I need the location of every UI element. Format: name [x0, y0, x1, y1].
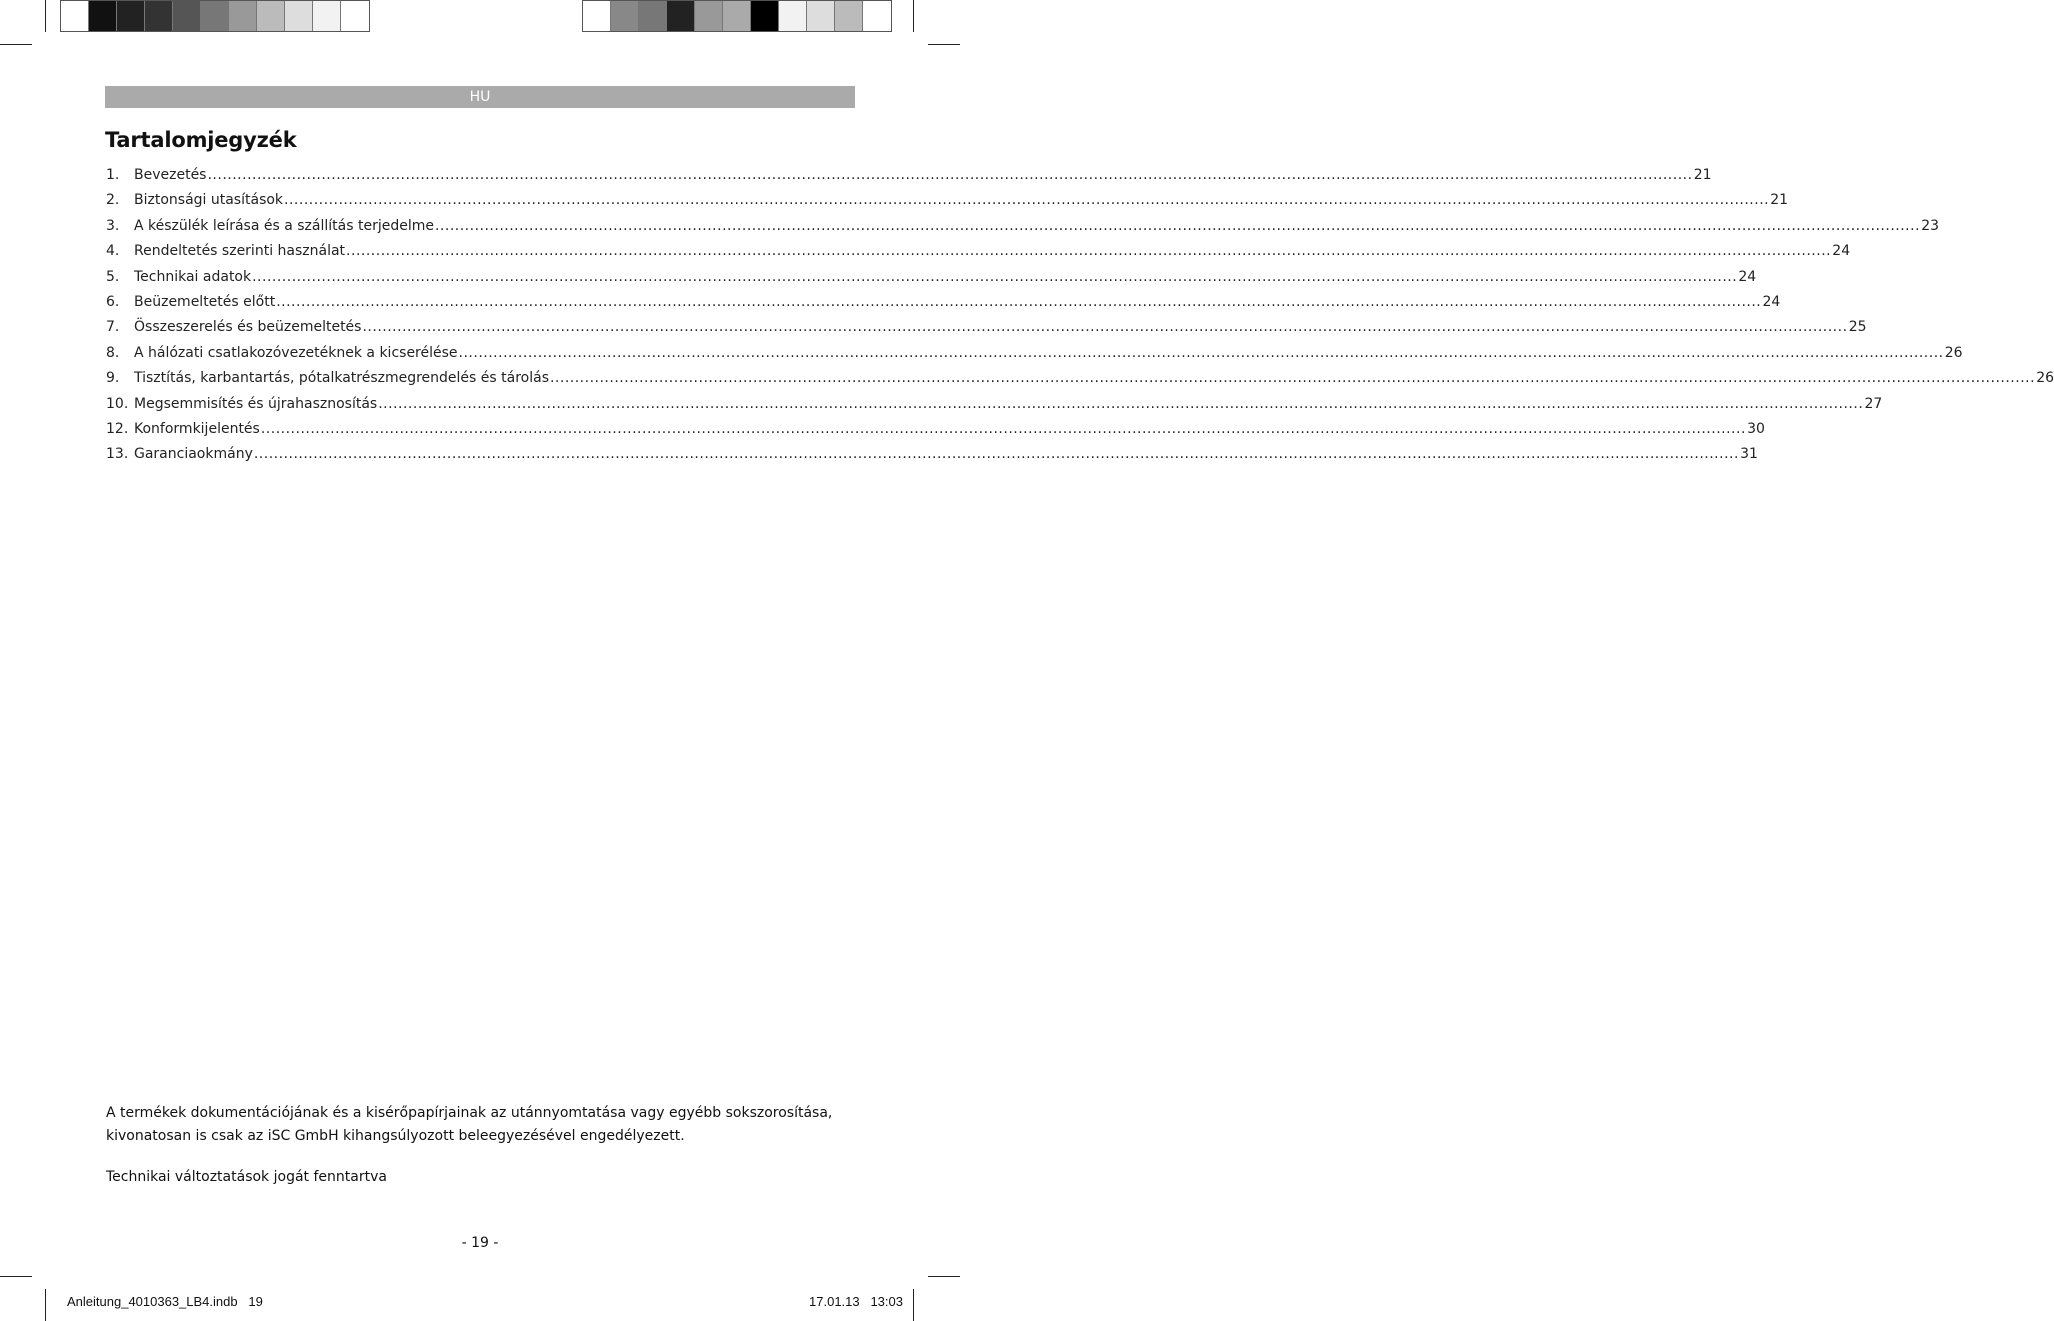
toc-entry-number: 1. [106, 167, 120, 183]
toc-entry-title: Technikai adatok [134, 268, 252, 285]
toc-entry-title: Konformkijelentés [134, 420, 260, 437]
color-swatch [257, 1, 285, 31]
table-of-contents [106, 165, 2054, 470]
toc-entry-number: 4. [106, 243, 120, 260]
toc-entry [106, 368, 2054, 393]
toc-entry-page: 31 [1740, 446, 1758, 463]
crop-mark-bottom-left-v [45, 1289, 46, 1321]
toc-dot-leader: ............................................................................................................................................................................................................................................................................................................ [284, 192, 1770, 209]
color-registration-bar-right [582, 0, 892, 32]
copyright-notice-line-1: A termékek dokumentációjának és a kisérőpapírjainak az utánnyomtatása vagy egyébb sokszorosítása, [106, 1105, 833, 1121]
color-swatch [89, 1, 117, 31]
toc-dot-leader: ............................................................................................................................................................................................................................................................................................................ [276, 293, 1762, 310]
toc-entry-number: 10. [106, 395, 129, 412]
toc-dot-leader: ............................................................................................................................................................................................................................................................................................................ [207, 167, 1693, 183]
toc-entry-page: 21 [1693, 167, 1712, 183]
toc-dot-leader: ............................................................................................................................................................................................................................................................................................................ [434, 217, 1921, 234]
toc-dot-leader: ............................................................................................................................................................................................................................................................................................................ [362, 319, 1848, 336]
toc-entry [106, 444, 1758, 469]
toc-entry-number: 12. [106, 420, 129, 437]
toc-entry-page: 26 [1944, 344, 1963, 361]
color-swatch [201, 1, 229, 31]
color-swatch [807, 1, 835, 31]
page-number: - 19 - [461, 1235, 499, 1251]
technical-changes-note: Technikai változtatások jogát fenntartva [106, 1169, 387, 1185]
toc-entry [106, 343, 1963, 368]
toc-entry-title: Bevezetés [134, 167, 207, 183]
color-swatch [835, 1, 863, 31]
color-swatch [695, 1, 723, 31]
toc-entry-number: 5. [106, 268, 120, 285]
toc-dot-leader: ............................................................................................................................................................................................................................................................................................................ [458, 344, 1944, 361]
toc-entry [106, 317, 1867, 342]
toc-entry-title: Garanciaokmány [134, 446, 253, 463]
toc-dot-leader: ............................................................................................................................................................................................................................................................................................................ [253, 446, 1739, 463]
toc-entry [106, 419, 1765, 444]
color-swatch [285, 1, 313, 31]
toc-entry-number: 3. [106, 217, 120, 234]
crop-mark-top-right-v [913, 0, 914, 32]
toc-entry-page: 24 [1762, 293, 1781, 310]
toc-entry-number: 6. [106, 293, 120, 310]
copyright-notice-line-2: kivonatosan is csak az iSC GmbH kihangsúlyozott beleegyezésével engedélyezett. [106, 1128, 685, 1144]
toc-entry-number: 7. [106, 319, 120, 336]
toc-entry-title: A hálózati csatlakozóvezetéknek a kicserélése [134, 344, 458, 361]
color-swatch [173, 1, 201, 31]
toc-entry [106, 216, 1940, 241]
toc-entry-number: 8. [106, 344, 120, 361]
toc-entry-page: 26 [2036, 370, 2054, 387]
color-swatch [611, 1, 639, 31]
toc-entry-page: 21 [1770, 192, 1789, 209]
language-header-bar [105, 86, 855, 108]
toc-entry-title: Beüzemeltetés előtt [134, 293, 276, 310]
color-swatch [667, 1, 695, 31]
toc-entry [106, 190, 1789, 215]
color-swatch [863, 1, 891, 31]
color-swatch [583, 1, 611, 31]
toc-entry [106, 267, 1757, 292]
toc-entry-title: Megsemmisítés és újrahasznosítás [134, 395, 378, 412]
toc-entry [106, 292, 1781, 317]
color-swatch [117, 1, 145, 31]
toc-dot-leader: ............................................................................................................................................................................................................................................................................................................ [346, 243, 1832, 260]
color-registration-bar-left [60, 0, 370, 32]
crop-mark-top-left-v [45, 0, 46, 32]
toc-entry-page: 30 [1747, 420, 1765, 437]
toc-entry-number: 2. [106, 192, 120, 209]
copyright-notice [106, 1102, 866, 1148]
color-swatch [639, 1, 667, 31]
crop-mark-top-right [928, 44, 960, 45]
toc-entry [106, 394, 1883, 419]
toc-title: Tartalomjegyzék [105, 128, 297, 152]
color-swatch [779, 1, 807, 31]
print-datetime: 17.01.13 13:03 [809, 1294, 903, 1309]
toc-entry-page: 25 [1848, 319, 1867, 336]
toc-entry-page: 23 [1921, 217, 1940, 234]
language-tag: HU [469, 89, 491, 105]
toc-entry-title: Tisztítás, karbantartás, pótalkatrészmegrendelés és tárolás [134, 370, 549, 387]
color-swatch [229, 1, 257, 31]
toc-dot-leader: ............................................................................................................................................................................................................................................................................................................ [260, 420, 1746, 437]
toc-entry-title: A készülék leírása és a szállítás terjedelme [134, 217, 434, 234]
toc-entry [106, 241, 1851, 266]
toc-dot-leader: ............................................................................................................................................................................................................................................................................................................ [252, 268, 1738, 285]
color-swatch [61, 1, 89, 31]
crop-mark-bottom-right [928, 1276, 960, 1277]
crop-mark-top-left [0, 44, 32, 45]
toc-entry-page: 24 [1738, 268, 1757, 285]
color-swatch [341, 1, 369, 31]
crop-mark-bottom-right-v [913, 1289, 914, 1321]
toc-entry-number: 13. [106, 446, 129, 463]
print-file-info: Anleitung_4010363_LB4.indb 19 [67, 1294, 263, 1309]
toc-entry-title: Összeszerelés és beüzemeltetés [134, 319, 362, 336]
toc-entry-number: 9. [106, 370, 120, 387]
crop-mark-bottom-left [0, 1276, 32, 1277]
toc-entry-title: Rendeltetés szerinti használat [134, 243, 346, 260]
toc-entry-page: 24 [1832, 243, 1851, 260]
color-swatch [145, 1, 173, 31]
color-swatch [723, 1, 751, 31]
toc-entry-title: Biztonsági utasítások [134, 192, 284, 209]
toc-dot-leader: ............................................................................................................................................................................................................................................................................................................ [549, 370, 2036, 387]
toc-entry [106, 165, 1712, 190]
toc-dot-leader: ............................................................................................................................................................................................................................................................................................................ [378, 395, 1864, 412]
toc-entry-page: 27 [1864, 395, 1883, 412]
color-swatch [313, 1, 341, 31]
color-swatch [751, 1, 779, 31]
